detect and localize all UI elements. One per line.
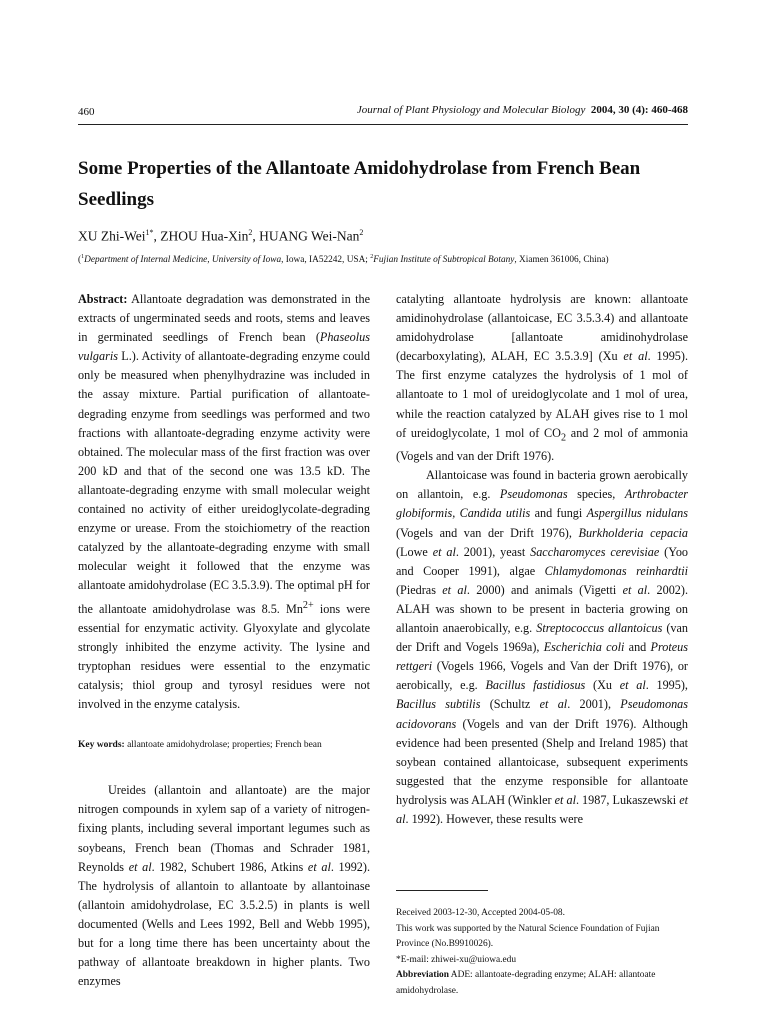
body-text: . 2002). ALAH was shown to be present in bacteria growing on allantoin anaerobically, e.g. (396, 582, 688, 636)
journal-volume: 2004, 30 (4): 460-468 (590, 104, 688, 116)
affil-sup: 1 (81, 254, 85, 260)
affil-text: ( (78, 255, 82, 266)
footnote-abbreviation (396, 968, 690, 999)
keywords (78, 736, 370, 755)
body-paragraph (396, 290, 688, 466)
body-text: and 2 mol of ammonia (Vogels and van der Drift 1976). (396, 425, 688, 464)
species-name: Phaseolus vulgaris (78, 330, 370, 364)
species-name: Pseudomonas acidovorans (396, 697, 689, 731)
body-text: catalyting allantoate hydrolysis are known: allantoate amidinohydrolase (allantoicase, EC 3.5.3.4) and allantoate amidohydrolase [allantoate amidinohydrolase (decarboxylating), ALAH, EC 3.5.3.9] (Xu (396, 292, 688, 364)
body-text: . 1995). The first enzyme catalyzes the hydrolysis of 1 mol of allantoate to 1 mol of ureidoglycolate and 1 mol of urea, while the reaction catalyzed by ALAH gives rise to 1 mol of ureidoglycolate, 1 mol of CO (396, 349, 689, 440)
affiliations (78, 254, 609, 265)
abbreviation-text: ADE: allantoate-degrading enzyme; ALAH: allantoate amidohydrolase. (396, 970, 656, 996)
journal-header (357, 104, 688, 116)
author-list: XU Zhi-Wei$^{1*}$, ZHOU Hua-Xin$^2$, HUANG Wei-Nan$^2$ (78, 228, 364, 244)
affil-inst: Fujian Institute of Subtropical Botany (373, 255, 515, 266)
footnote-email: *E-mail: zhiwei-xu@uiowa.edu (396, 954, 517, 965)
left-column (78, 290, 370, 991)
footnote-received: Received 2003-12-30, Accepted 2004-05-08. (396, 908, 565, 918)
body-text: . 1987, Lukaszewski (575, 792, 680, 807)
body-text: and fungi (530, 506, 587, 521)
right-column (396, 290, 688, 829)
species-name: Proteus rettgeri (396, 640, 688, 674)
affil-sup: 2 (370, 254, 374, 260)
body-text: species, (567, 487, 625, 502)
body-text: (Lowe (396, 544, 433, 559)
footnotes (396, 906, 690, 999)
body-text: . 2000) and animals (Vigetti (466, 582, 623, 597)
author-sup: 2 (248, 228, 253, 237)
body-text: . 1992). The hydrolysis of allantoin to allantoate by allantoinase (allantoin amidohydrolase, EC 3.5.2.5) in plants is well documented (Wells and Lees 1992, Bell and Webb 1995), but for a long time there has been uncertainty about the pathway of allantoate breakdown in higher plants. Two enzymes (78, 859, 371, 989)
body-text: (van der Drift and Vogels 1969a), (396, 621, 689, 655)
body-text: (Vogels and van der Drift 1976). Although evidence had been presented (Shelp and Ireland 1985) that soybean contained allantoicase, subsequent experiments suggested that the enzyme responsible for allantoate hydrolysis was ALAH (Winkler (396, 716, 688, 807)
et-al: et al (442, 582, 467, 597)
species-name: Chlamydomonas reinhardtii (544, 563, 688, 578)
author-sup: 1* (145, 228, 154, 237)
et-al: et al (128, 859, 152, 874)
et-al: et al (623, 349, 648, 364)
species-name: Bacillus subtilis (396, 697, 481, 712)
affil-text: , Iowa, IA52242, USA; (281, 255, 371, 266)
species-name: Streptococcus allantoicus (536, 621, 663, 636)
keywords-label: Key words: (78, 740, 125, 751)
body-text: and (624, 640, 651, 655)
abbreviation-label: Abbreviation (396, 970, 449, 980)
body-text: (Yoo and Cooper 1991), algae (396, 544, 689, 578)
abstract-text: L.). Activity of allantoate-degrading enzyme could only be measured when phenylhydrazine was included in the assay mixture. Partial purification of allantoate-degrading enzyme from seedlings was performed and two fractions with allantoate-degrading enzyme activity were obtained. The molecular mass of the first fraction was over 200 kD and that of the second one was 13.5 kD. The allantoate-degrading enzyme with small molecular weight contained no activity of either ureidoglycolate-degrading enzyme or urease. From the stoichiometry of the reaction catalyzed by the allantoate-degrading enzyme with small molecular weight it followed that the enzyme was allantoate amidohydrolase (EC 3.5.3.9). The optimal pH for the allantoate amidohydrolase was 8.5. Mn (78, 349, 370, 616)
species-name: Bacillus fastidiosus (485, 678, 586, 693)
author-name: HUANG Wei-Nan (259, 228, 360, 244)
paper-title: Some Properties of the Allantoate Amidohydrolase from French Bean Seedlings (78, 158, 641, 210)
species-name: Aspergillus nidulans (586, 506, 688, 521)
body-text: (Xu (585, 678, 620, 693)
body-paragraph (396, 466, 688, 829)
species-name: Pseudomonas (499, 487, 568, 502)
subscript: 2 (560, 432, 567, 444)
abstract-label: Abstract: (78, 292, 128, 306)
body-text: . 1982, Schubert 1986, Atkins (151, 859, 308, 874)
body-text: . 1992). However, these results were (405, 811, 584, 826)
abstract-text: Allantoate degradation was demonstrated in the extracts of ungerminated seeds and roots, stems and leaves in germinated seedlings of French bean ( (78, 292, 370, 345)
intro-paragraph (78, 781, 370, 991)
species-name: Escherichia coli (543, 640, 625, 655)
body-text: (Vogels and van der Drift 1976), (396, 525, 579, 540)
abstract-text: ions were essential for enzymatic activity. Glyoxylate and glycolate strongly inhibited the enzyme activity. The lysine and tryptophan residues were essential to the enzymatic catalysis; thiol group and tyrosyl residues were not involved in the enzyme catalysis. (78, 601, 370, 712)
footnote-rule (396, 890, 488, 891)
superscript: 2+ (302, 599, 314, 611)
species-name: Saccharomyces cerevisiae (530, 544, 660, 559)
species-name: Arthrobacter globiformis, Candida utilis (396, 487, 688, 521)
et-al: et al (539, 697, 568, 712)
et-al: et al (622, 582, 648, 597)
et-al: et al (307, 859, 331, 874)
author-sup: 2 (359, 228, 364, 237)
et-al: et al (396, 792, 688, 826)
author-name: ZHOU Hua-Xin (160, 228, 249, 244)
keywords-text: allantoate amidohydrolase; properties; French bean (124, 740, 322, 751)
author-name: XU Zhi-Wei (78, 228, 146, 244)
abstract (78, 290, 370, 714)
body-text: (Vogels 1966, Vogels and Van der Drift 1976), or aerobically, e.g. (396, 659, 688, 693)
header-rule (78, 124, 688, 125)
body-text: (Piedras (396, 582, 443, 597)
body-text: Ureides (allantoin and allantoate) are the major nitrogen compounds in xylem sap of a variety of nitrogen-fixing plants, including several important legumes such as soybeans, French bean (Thomas and Schrader 1981, Reynolds (78, 783, 370, 874)
affil-text: , Xiamen 361006, China) (514, 255, 609, 266)
species-name: Burkholderia cepacia (578, 525, 688, 540)
body-text: Allantoicase was found in bacteria grown aerobically on allantoin, e.g. (396, 468, 688, 502)
affil-dept: Department of Internal Medicine, University of Iowa (84, 255, 282, 266)
body-text: (Schultz (480, 697, 540, 712)
et-al: et al (619, 678, 646, 693)
page-number: 460 (78, 106, 95, 118)
et-al: et al (554, 792, 576, 807)
journal-name: Journal of Plant Physiology and Molecular Biology (356, 104, 586, 116)
body-text: . 2001), (567, 697, 621, 712)
footnote-funding: This work was supported by the Natural Science Foundation of Fujian Province (No.B9910026). (396, 923, 660, 949)
body-text: . 2001), yeast (455, 544, 531, 559)
et-al: et al (432, 544, 456, 559)
body-text: . 1995), (645, 678, 688, 693)
